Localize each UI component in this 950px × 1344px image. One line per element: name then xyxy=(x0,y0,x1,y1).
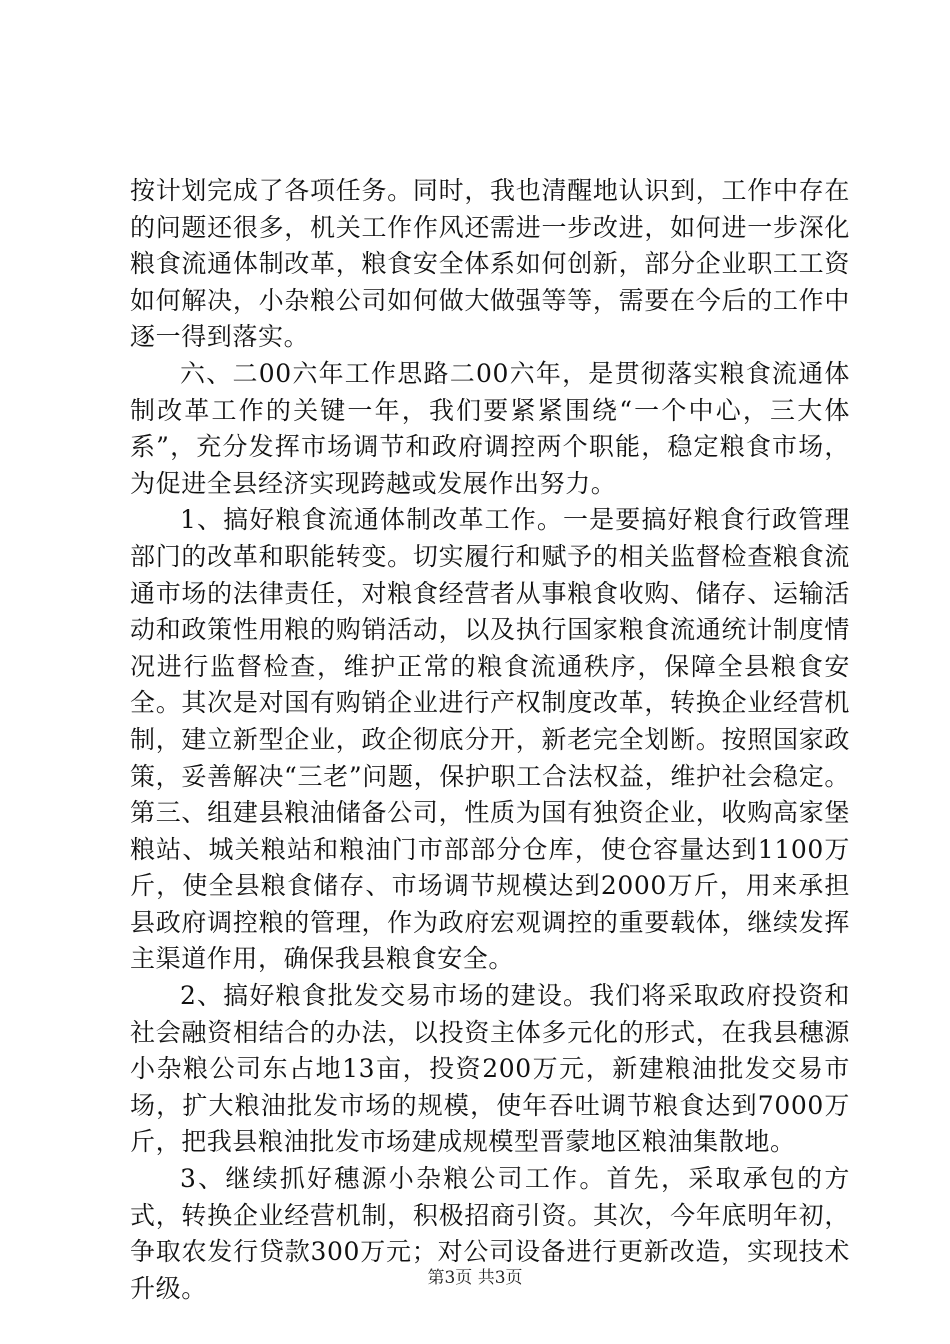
paragraph-continuation: 按计划完成了各项任务。同时，我也清醒地认识到，工作中存在的问题还很多，机关工作作风还需进一步改进，如何进一步深化粮食流通体制改革，粮食安全体系如何创新，部分企业职工工资如何解决，小杂粮公司如何做大做强等等，需要在今后的工作中逐一得到落实。 xyxy=(130,176,850,352)
document-body xyxy=(130,173,850,1307)
paragraph-item-1: 1、搞好粮食流通体制改革工作。一是要搞好粮食行政管理部门的改革和职能转变。切实履行和赋予的相关监督检查粮食流通市场的法律责任，对粮食经营者从事粮食收购、储存、运输活动和政策性用粮的购销活动，以及执行国家粮食流通统计制度情况进行监督检查，维护正常的粮食流通秩序，保障全县粮食安全。其次是对国有购销企业进行产权制度改革，转换企业经营机制，建立新型企业，政企彻底分开，新老完全划断。按照国家政策，妥善解决“三老”问题，保护职工合法权益，维护社会稳定。第三、组建县粮油储备公司，性质为国有独资企业，收购高家堡粮站、城关粮站和粮油门市部部分仓库，使仓容量达到1100万斤，使全县粮食储存、市场调节规模达到2000万斤，用来承担县政府调控粮的管理，作为政府宏观调控的重要载体，继续发挥主渠道作用，确保我县粮食安全。 xyxy=(130,505,850,974)
paragraph-item-3: 3、继续抓好穗源小杂粮公司工作。首先，采取承包的方式，转换企业经营机制，积极招商引资。其次，今年底明年初，争取农发行贷款300万元；对公司设备进行更新改造，实现技术升级。 xyxy=(130,1164,850,1303)
page-footer: 第3页 共3页 xyxy=(427,1268,523,1288)
paragraph-item-2: 2、搞好粮食批发交易市场的建设。我们将采取政府投资和社会融资相结合的办法，以投资主体多元化的形式，在我县穗源小杂粮公司东占地13亩，投资200万元，新建粮油批发交易市场，扩大粮油批发市场的规模，使年吞吐调节粮食达到7000万斤，把我县粮油批发市场建成规模型晋蒙地区粮油集散地。 xyxy=(130,981,850,1157)
paragraph-section-six: 六、二00六年工作思路二00六年，是贯彻落实粮食流通体制改革工作的关键一年，我们要紧紧围绕“一个中心，三大体系”，充分发挥市场调节和政府调控两个职能，稳定粮食市场，为促进全县经济实现跨越或发展作出努力。 xyxy=(130,358,850,498)
